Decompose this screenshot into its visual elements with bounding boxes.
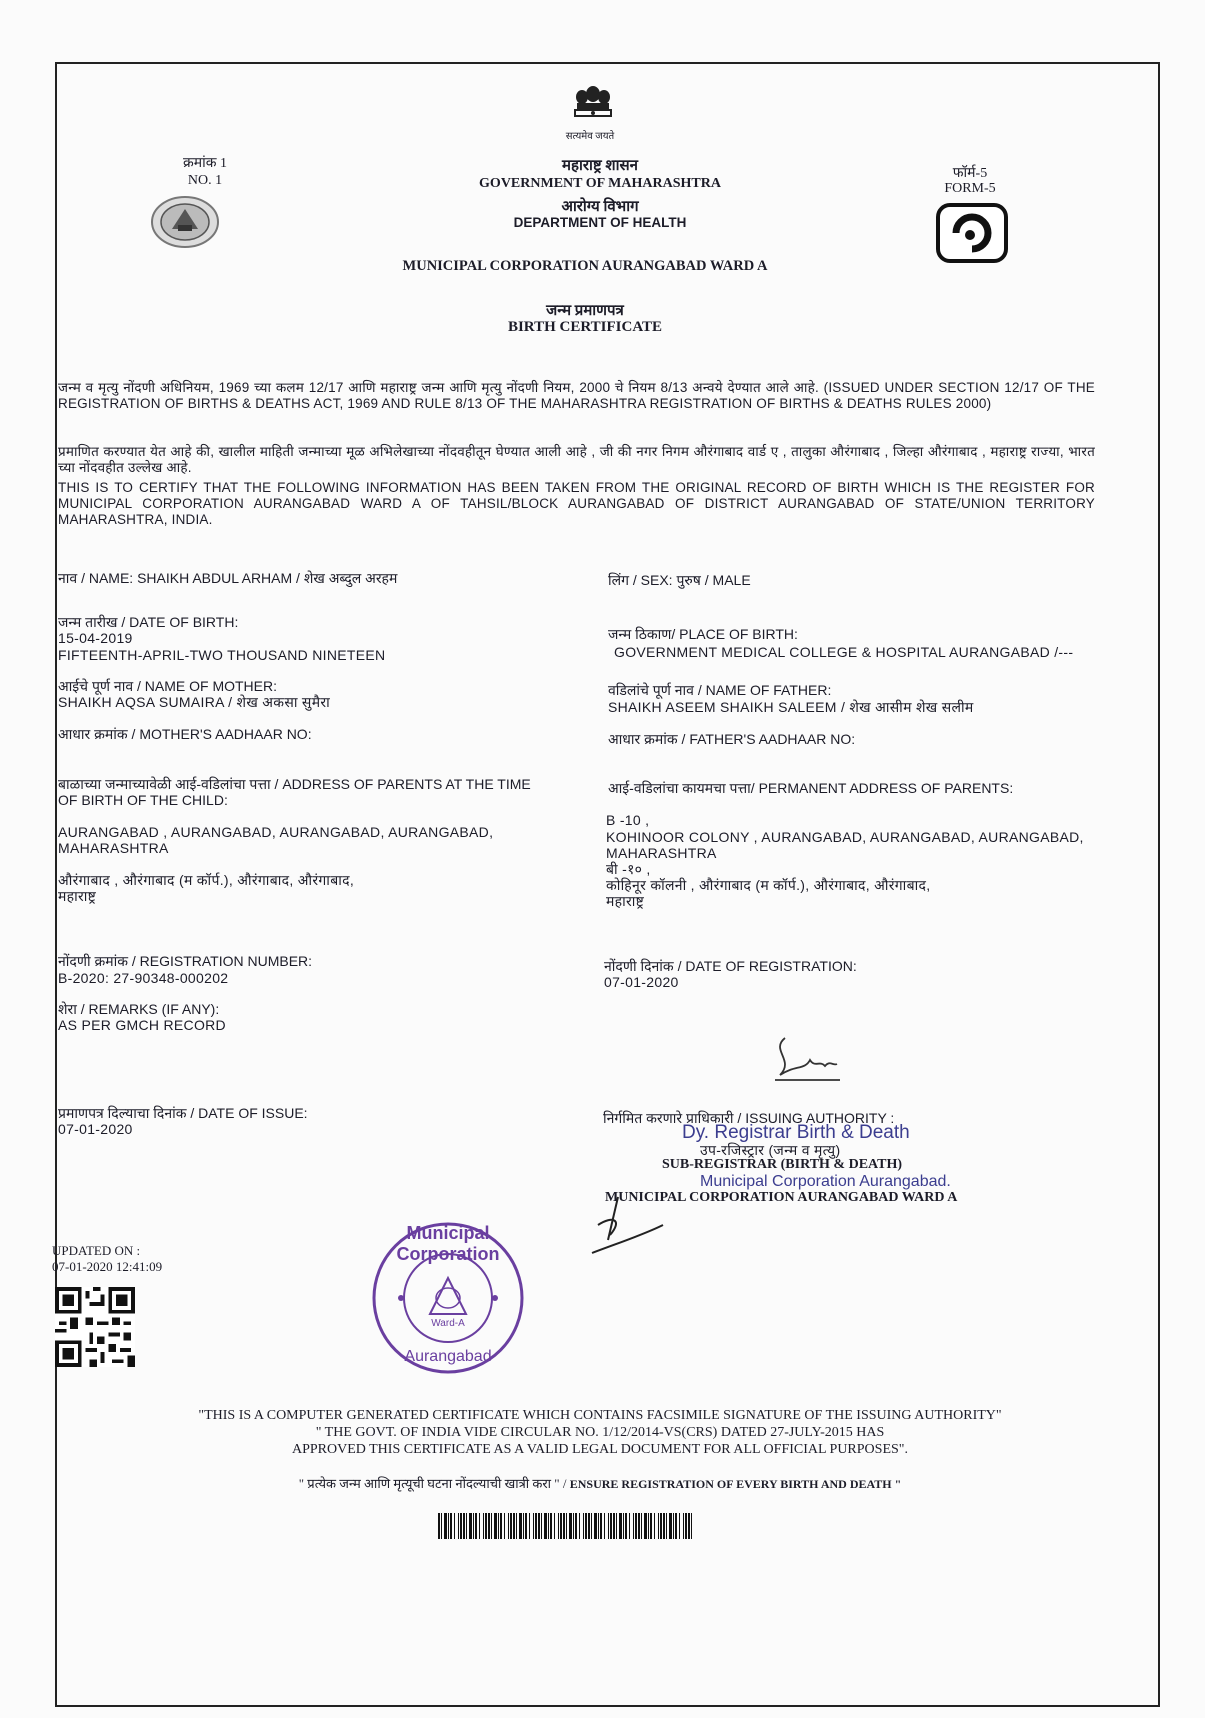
barcode-bar xyxy=(558,1513,559,1539)
barcode-bar xyxy=(479,1513,480,1539)
certificate-title-mr: जन्म प्रमाणपत्र xyxy=(546,303,624,319)
barcode-bar xyxy=(535,1513,537,1539)
barcode-bar xyxy=(648,1513,649,1539)
barcode-bar xyxy=(494,1513,497,1539)
barcode-bar xyxy=(483,1513,484,1539)
barcode-bar xyxy=(613,1513,615,1539)
sex-value: पुरुष / MALE xyxy=(676,572,751,588)
barcode-bar xyxy=(591,1513,592,1539)
mother-aadhaar-label: आधार क्रमांक / MOTHER'S AADHAAR NO: xyxy=(58,726,312,742)
barcode-bar xyxy=(454,1513,455,1539)
barcode-bar xyxy=(488,1513,490,1539)
barcode-bar xyxy=(583,1513,584,1539)
birth-address-mr-1: औरंगाबाद , औरंगाबाद (म कॉर्प.), औरंगाबाद, औरंगाबाद, xyxy=(58,872,355,888)
barcode-bar xyxy=(491,1513,492,1539)
issuing-authority-label: निर्गमित करणारे प्राधिकारी / ISSUING AUTHORITY : xyxy=(603,1110,895,1126)
barcode-bar xyxy=(510,1513,512,1539)
barcode-bar xyxy=(644,1513,647,1539)
permanent-address-mr-3: महाराष्ट्र xyxy=(606,893,645,909)
barcode-bar xyxy=(654,1513,655,1539)
barcode-bar xyxy=(633,1513,634,1539)
barcode-bar xyxy=(629,1513,630,1539)
permanent-address-en-1: B -10 , xyxy=(606,812,650,828)
barcode-bar xyxy=(516,1513,517,1539)
initials-signature-icon xyxy=(588,1195,668,1257)
certify-text-mr: प्रमाणित करण्यात येत आहे की, खालील माहिती जन्माच्या मूळ अभिलेखाच्या नोंदवहीतून घेण्यात आली आहे , जी की नगर निगम औरंगाबाद वार्ड ए , तालुका औरंगाबाद , जिल्हा औरंगाबाद , महाराष्ट्र राज्या, भारत च्या नोंदवहीत उल्लेख आहे. xyxy=(58,444,1095,475)
barcode-bar xyxy=(575,1513,577,1539)
maharashtra-seal-icon xyxy=(150,195,220,250)
reg-number-label: नोंदणी क्रमांक / REGISTRATION NUMBER: xyxy=(58,953,313,969)
reg-date-value: 07-01-2020 xyxy=(604,974,679,990)
sex-field xyxy=(608,572,751,589)
reg-date-label: नोंदणी दिनांक / DATE OF REGISTRATION: xyxy=(604,958,857,974)
place-of-birth-value: GOVERNMENT MEDICAL COLLEGE & HOSPITAL AURANGABAD /--- xyxy=(614,644,1074,660)
barcode-bar xyxy=(541,1513,542,1539)
birth-address-mr-2: महाराष्ट्र xyxy=(58,888,97,904)
footer-line-3: APPROVED THIS CERTIFICATE AS A VALID LEGAL DOCUMENT FOR ALL OFFICIAL PURPOSES". xyxy=(291,1442,909,1457)
barcode-bar xyxy=(450,1513,452,1539)
issued-under-text: जन्म व मृत्यु नोंदणी अधिनियम, 1969 च्या कलम 12/17 आणि महाराष्ट्र जन्म आणि मृत्यु नोंदणी नियम, 2000 चे नियम 8/13 अन्वये देण्यात आले आहे. (ISSUED UNDER SECTION 12/17 OF THE REGISTRATION OF BIRTHS & DEATHS ACT, 1969 AND RULE 8/13 OF THE MAHARASHTRA REGISTRATION OF BIRTHS & DEATHS RULES 2000) xyxy=(58,380,1095,411)
form-label-mr: फॉर्म-5 xyxy=(952,166,988,181)
birth-address-en-1: AURANGABAD , AURANGABAD, AURANGABAD, AURANGABAD, xyxy=(58,824,494,840)
barcode-bar xyxy=(498,1513,499,1539)
sex-label: लिंग / SEX: xyxy=(608,572,673,588)
permanent-address-en-3: MAHARASHTRA xyxy=(606,845,717,861)
seal-top-text: Municipal Corporation xyxy=(396,1223,500,1264)
corporation-name: MUNICIPAL CORPORATION AURANGABAD WARD A xyxy=(402,258,768,274)
birth-address-label-1: बाळाच्या जन्माच्यावेळी आई-वडिलांचा पत्ता / ADDRESS OF PARENTS AT THE TIME xyxy=(58,776,531,792)
dept-name: DEPARTMENT OF HEALTH xyxy=(513,215,687,230)
place-of-birth-label: जन्म ठिकाण/ PLACE OF BIRTH: xyxy=(608,626,798,642)
slogan-en: ENSURE REGISTRATION OF EVERY BIRTH AND DEATH " xyxy=(569,1477,902,1491)
name-label: नाव / NAME: xyxy=(58,570,134,586)
birth-address-en-2: MAHARASHTRA xyxy=(58,840,169,856)
seal-bottom-text: Aurangabad xyxy=(404,1348,492,1365)
barcode-bar xyxy=(608,1513,609,1539)
barcode-bar xyxy=(441,1513,442,1539)
dob-label: जन्म तारीख / DATE OF BIRTH: xyxy=(58,614,239,630)
dob-words: FIFTEENTH-APRIL-TWO THOUSAND NINETEEN xyxy=(58,647,386,663)
barcode-bar xyxy=(594,1513,597,1539)
footer-line-1: "THIS IS A COMPUTER GENERATED CERTIFICATE WHICH CONTAINS FACSIMILE SIGNATURE OF THE ISSUING AUTHORITY" xyxy=(198,1408,1002,1423)
barcode-bar xyxy=(638,1513,640,1539)
barcode-bar xyxy=(623,1513,624,1539)
father-aadhaar-label: आधार क्रमांक / FATHER'S AADHAAR NO: xyxy=(608,731,856,747)
serial-label-mr: क्रमांक 1 xyxy=(182,156,227,171)
barcode-bar xyxy=(588,1513,590,1539)
barcode-bar xyxy=(691,1513,692,1539)
authority-corporation: MUNICIPAL CORPORATION AURANGABAD WARD A xyxy=(605,1190,958,1205)
barcode-bar xyxy=(544,1513,547,1539)
barcode-bar xyxy=(463,1513,465,1539)
barcode-bar xyxy=(448,1513,449,1539)
barcode-bar xyxy=(579,1513,580,1539)
permanent-address-label: आई-वडिलांचा कायमचा पत्ता/ PERMANENT ADDRESS OF PARENTS: xyxy=(608,780,1014,796)
barcode-bar xyxy=(650,1513,652,1539)
crs-logo-icon xyxy=(936,203,1008,263)
barcode-bar xyxy=(566,1513,567,1539)
barcode-bar xyxy=(469,1513,472,1539)
emblem-motto: सत्यमेव जयते xyxy=(565,131,615,142)
barcode-bar xyxy=(525,1513,527,1539)
barcode-bar xyxy=(679,1513,680,1539)
designation: SUB-REGISTRAR (BIRTH & DEATH) xyxy=(662,1157,903,1172)
barcode-bar xyxy=(458,1513,459,1539)
barcode-bar xyxy=(660,1513,662,1539)
name-field xyxy=(58,570,397,587)
barcode[interactable] xyxy=(438,1513,696,1539)
issue-date-label: प्रमाणपत्र दिल्याचा दिनांक / DATE OF ISSUE: xyxy=(58,1105,308,1121)
updated-on-label: UPDATED ON : xyxy=(52,1243,141,1258)
barcode-bar xyxy=(508,1513,509,1539)
barcode-bar xyxy=(533,1513,534,1539)
barcode-bar xyxy=(504,1513,505,1539)
birth-address-label-2: OF BIRTH OF THE CHILD: xyxy=(58,792,228,808)
father-name-value: SHAIKH ASEEM SHAIKH SALEEM / शेख आसीम शेख सलीम xyxy=(608,699,974,715)
mother-name-label: आईचे पूर्ण नाव / NAME OF MOTHER: xyxy=(58,678,277,694)
permanent-address-mr-1: बी -१० , xyxy=(606,861,651,877)
barcode-bar xyxy=(675,1513,677,1539)
reg-number-value: B-2020: 27-90348-000202 xyxy=(58,970,229,986)
permanent-address-mr-2: कोहिनूर कॉलनी , औरंगाबाद (म कॉर्प.), औरंगाबाद, औरंगाबाद, xyxy=(606,877,931,893)
footer-line-2: " THE GOVT. OF INDIA VIDE CIRCULAR NO. 1/12/2014-VS(CRS) DATED 27-JULY-2015 HAS xyxy=(315,1425,885,1440)
govt-name: GOVERNMENT OF MAHARASHTRA xyxy=(479,176,721,191)
mother-name-value: SHAIKH AQSA SUMAIRA / शेख अकसा सुमैरा xyxy=(58,694,331,710)
seal-center-text: Ward-A xyxy=(431,1318,465,1329)
designation-mr: उप-रजिस्ट्रार (जन्म व मृत्यु) xyxy=(700,1142,841,1158)
barcode-bar xyxy=(563,1513,565,1539)
barcode-bar xyxy=(485,1513,487,1539)
father-name-label: वडिलांचे पूर्ण नाव / NAME OF FATHER: xyxy=(608,682,832,698)
barcode-bar xyxy=(683,1513,684,1539)
slogan-separator: / xyxy=(562,1476,567,1491)
barcode-bar xyxy=(569,1513,572,1539)
barcode-bar xyxy=(685,1513,687,1539)
slogan-mr: " प्रत्येक जन्म आणि मृत्यूची घटना नोंदल्याची खात्री करा " xyxy=(298,1476,560,1491)
barcode-bar xyxy=(548,1513,549,1539)
serial-number: NO. 1 xyxy=(187,173,223,188)
barcode-bar xyxy=(688,1513,690,1539)
barcode-bar xyxy=(666,1513,667,1539)
remarks-value: AS PER GMCH RECORD xyxy=(58,1017,226,1033)
barcode-bar xyxy=(619,1513,622,1539)
barcode-bar xyxy=(663,1513,665,1539)
barcode-bar xyxy=(585,1513,587,1539)
qr-code[interactable] xyxy=(55,1287,135,1367)
barcode-bar xyxy=(554,1513,555,1539)
barcode-bar xyxy=(635,1513,637,1539)
dept-name-mr: आरोग्य विभाग xyxy=(561,199,639,215)
name-value: SHAIKH ABDUL ARHAM / शेख अब्दुल अरहम xyxy=(137,570,398,586)
barcode-bar xyxy=(616,1513,617,1539)
barcode-bar xyxy=(444,1513,447,1539)
barcode-bar xyxy=(598,1513,599,1539)
updated-on-value: 07-01-2020 12:41:09 xyxy=(52,1259,163,1274)
barcode-bar xyxy=(550,1513,552,1539)
certificate-title: BIRTH CERTIFICATE xyxy=(507,319,663,335)
barcode-bar xyxy=(438,1513,440,1539)
barcode-bar xyxy=(523,1513,524,1539)
registrar-signature-icon xyxy=(765,1030,845,1090)
barcode-bar xyxy=(513,1513,515,1539)
barcode-bar xyxy=(573,1513,574,1539)
issue-date-value: 07-01-2020 xyxy=(58,1121,133,1137)
barcode-bar xyxy=(538,1513,540,1539)
dob-value: 15-04-2019 xyxy=(58,630,133,646)
state-emblem-icon xyxy=(565,82,621,130)
barcode-bar xyxy=(673,1513,674,1539)
permanent-address-en-2: KOHINOOR COLONY , AURANGABAD, AURANGABAD, AURANGABAD, xyxy=(606,829,1084,845)
barcode-bar xyxy=(460,1513,462,1539)
barcode-bar xyxy=(560,1513,562,1539)
barcode-bar xyxy=(604,1513,605,1539)
barcode-bar xyxy=(473,1513,474,1539)
form-label: FORM-5 xyxy=(944,181,996,196)
barcode-bar xyxy=(641,1513,642,1539)
barcode-bar xyxy=(519,1513,522,1539)
barcode-bar xyxy=(669,1513,672,1539)
barcode-bar xyxy=(500,1513,502,1539)
registrar-stamp-title: Dy. Registrar Birth & Death xyxy=(682,1122,910,1143)
barcode-bar xyxy=(529,1513,530,1539)
remarks-label: शेरा / REMARKS (IF ANY): xyxy=(58,1001,220,1017)
barcode-bar xyxy=(658,1513,659,1539)
registration-slogan xyxy=(150,1474,1050,1492)
barcode-bar xyxy=(600,1513,602,1539)
barcode-bar xyxy=(466,1513,467,1539)
govt-name-mr: महाराष्ट्र शासन xyxy=(562,158,638,174)
certify-text: THIS IS TO CERTIFY THAT THE FOLLOWING INFORMATION HAS BEEN TAKEN FROM THE ORIGINAL RECORD OF BIRTH WHICH IS THE REGISTER FOR MUNICIPAL CORPORATION AURANGABAD WARD A OF TAHSIL/BLOCK AURANGABAD OF DISTRICT AURANGABAD OF STATE/UNION TERRITORY MAHARASHTRA, INDIA. xyxy=(58,480,1095,527)
barcode-bar xyxy=(625,1513,627,1539)
barcode-bar xyxy=(610,1513,612,1539)
barcode-bar xyxy=(475,1513,477,1539)
registrar-stamp-corporation: Municipal Corporation Aurangabad. xyxy=(700,1173,951,1190)
